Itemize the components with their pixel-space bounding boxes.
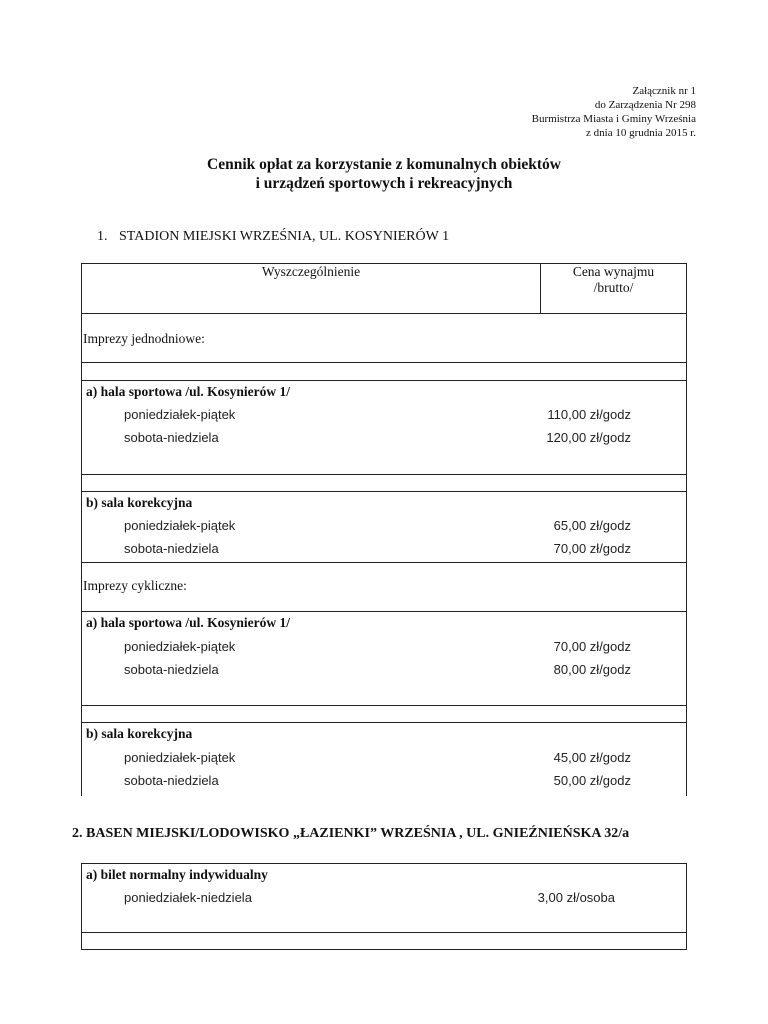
price-value: 120,00 zł/godz (546, 430, 631, 445)
annex-header (532, 84, 696, 140)
column-header-price-line-1: Cena wynajmu (572, 264, 655, 279)
annex-line-2: do Zarządzenia Nr 298 (594, 99, 696, 111)
table-line (81, 474, 687, 475)
table-line (81, 380, 687, 381)
price-value: 110,00 zł/godz (547, 407, 631, 422)
section-1-title: STADION MIEJSKI WRZEŚNIA, UL. KOSYNIERÓW 1 (119, 229, 450, 244)
day-range: sobota-niedziela (124, 773, 219, 788)
day-range: sobota-niedziela (124, 430, 219, 445)
day-range: poniedziałek-piątek (124, 407, 236, 422)
section-1-number: 1. (97, 229, 108, 244)
facility-label: a) hala sportowa /ul. Kosynierów 1/ (86, 615, 291, 630)
table-line (81, 491, 687, 492)
section-2-heading: 2. BASEN MIEJSKI/LODOWISKO „ŁAZIENKI” WRZEŚNIA , UL. GNIEŹNIEŃSKA 32/a (72, 826, 630, 841)
price-value: 70,00 zł/godz (553, 639, 631, 654)
day-range: sobota-niedziela (124, 541, 219, 556)
column-header-price (541, 264, 686, 296)
table-line (686, 863, 687, 950)
day-range: sobota-niedziela (124, 662, 219, 677)
day-range: poniedziałek-piątek (124, 518, 236, 533)
price-value: 70,00 zł/godz (553, 541, 631, 556)
facility-label: b) sala korekcyjna (86, 495, 193, 510)
facility-label: b) sala korekcyjna (86, 726, 193, 741)
group-label-one-day-events: Imprezy jednodniowe: (83, 331, 205, 346)
price-value: 3,00 zł/osoba (537, 890, 615, 905)
ticket-label: a) bilet normalny indywidualny (86, 867, 268, 882)
annex-line-3: Burmistrza Miasta i Gminy Września (531, 113, 696, 125)
table-line (81, 562, 687, 563)
table-line (686, 263, 687, 796)
price-value: 50,00 zł/godz (553, 773, 631, 788)
column-header-price-line-2: /brutto/ (593, 280, 634, 295)
group-label-recurring-events: Imprezy cykliczne: (83, 578, 187, 593)
day-range: poniedziałek-piątek (124, 750, 236, 765)
facility-label: a) hala sportowa /ul. Kosynierów 1/ (86, 384, 291, 399)
table-line (81, 863, 687, 864)
day-range: poniedziałek-piątek (124, 639, 236, 654)
table-line (81, 949, 687, 950)
table-line (81, 863, 82, 950)
price-value: 80,00 zł/godz (553, 662, 631, 677)
section-1-heading (97, 228, 449, 246)
table-line (81, 263, 82, 796)
table-line (81, 705, 687, 706)
table-line (81, 362, 687, 363)
annex-line-4: z dnia 10 grudnia 2015 r. (586, 127, 696, 139)
document-title (0, 155, 768, 193)
day-range: poniedziałek-niedziela (124, 890, 252, 905)
price-value: 65,00 zł/godz (553, 518, 631, 533)
table-line (81, 722, 687, 723)
annex-line-1: Załącznik nr 1 (632, 85, 696, 97)
table-line (81, 611, 687, 612)
column-header-description: Wyszczególnienie (261, 264, 361, 279)
title-line-2: i urządzeń sportowych i rekreacyjnych (255, 175, 513, 192)
table-line (81, 313, 687, 314)
price-value: 45,00 zł/godz (553, 750, 631, 765)
title-line-1: Cennik opłat za korzystanie z komunalnych obiektów (207, 156, 561, 173)
table-line (81, 932, 687, 933)
